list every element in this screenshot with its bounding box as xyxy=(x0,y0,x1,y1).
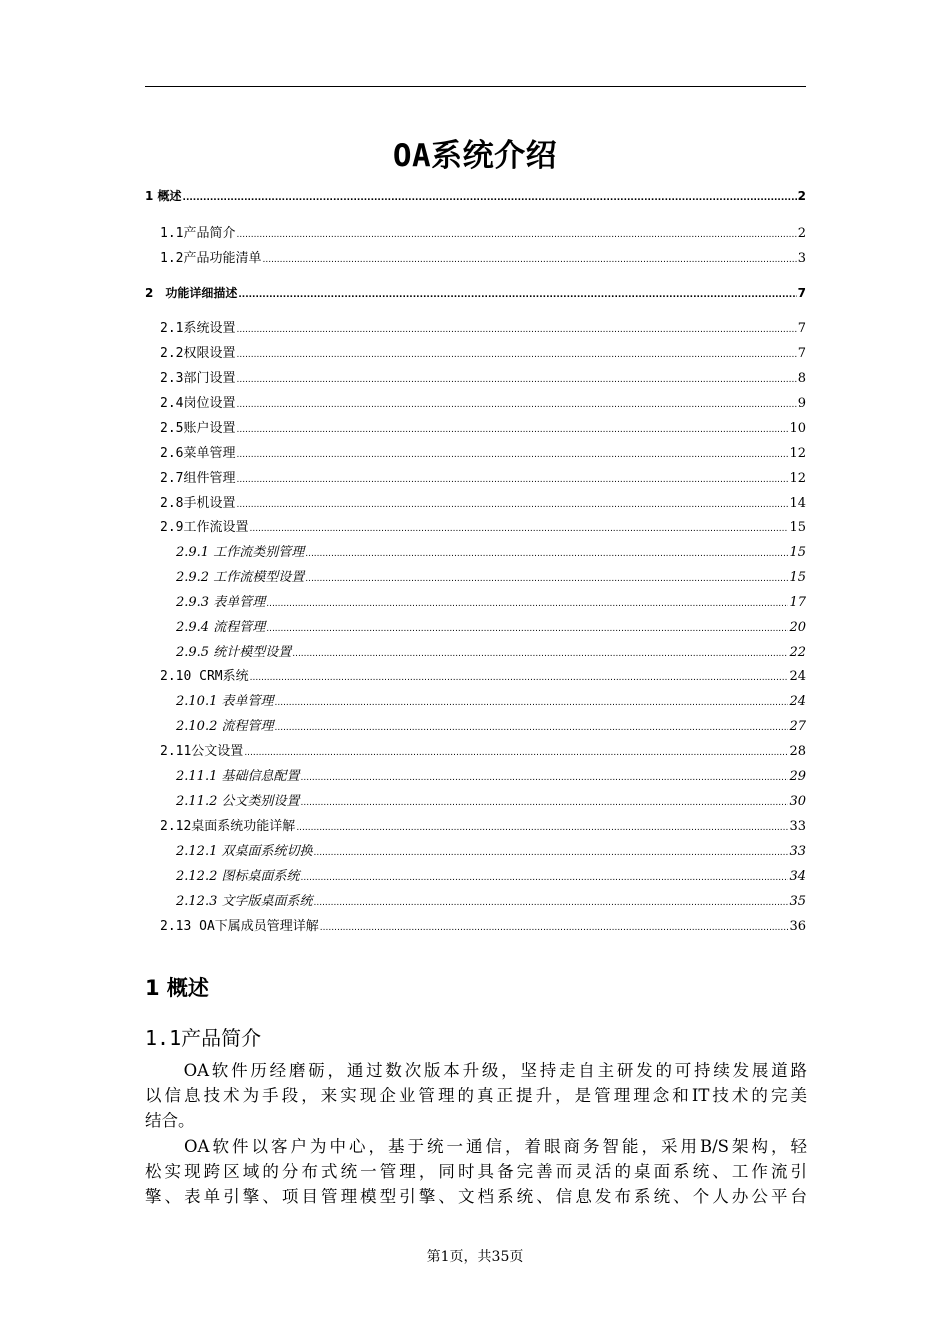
toc-entry-page: 10 xyxy=(789,421,806,436)
toc-entry[interactable] xyxy=(160,665,806,685)
toc-entry[interactable] xyxy=(176,641,806,661)
header-rule xyxy=(145,86,806,87)
toc-entry[interactable] xyxy=(160,815,806,835)
paragraph-line: OA软件以客户为中心，基于统一通信，着眼商务智能，采用B/S架构，轻 xyxy=(145,1137,807,1156)
toc-dot-leader xyxy=(262,255,796,265)
toc-entry[interactable] xyxy=(176,541,806,561)
toc-entry[interactable] xyxy=(176,591,806,611)
toc-entry-page: 2 xyxy=(797,189,806,203)
toc-entry-label: 2.9.2 工作流模型设置 xyxy=(176,570,305,585)
toc-dot-leader xyxy=(320,923,789,933)
toc-dot-leader xyxy=(236,350,796,360)
toc-entry-label: 2 功能详细描述 xyxy=(145,286,238,300)
toc-dot-leader xyxy=(305,549,788,559)
toc-entry-page: 15 xyxy=(789,545,806,560)
toc-entry-label: 2.1系统设置 xyxy=(160,321,236,336)
toc-entry-page: 24 xyxy=(789,694,806,709)
toc-entry-page: 28 xyxy=(789,744,806,759)
toc-entry-label: 2.9.4 流程管理 xyxy=(176,620,266,635)
toc-entry[interactable] xyxy=(160,247,806,267)
toc-entry-page: 33 xyxy=(789,819,806,834)
toc-dot-leader xyxy=(249,524,788,534)
toc-dot-leader xyxy=(300,798,788,808)
toc-entry-label: 2.6菜单管理 xyxy=(160,446,236,461)
toc-dot-leader xyxy=(236,375,796,385)
toc-entry[interactable] xyxy=(160,417,806,437)
toc-entry-label: 2.12.3 文字版桌面系统 xyxy=(176,894,313,909)
toc-entry-page: 3 xyxy=(797,251,806,266)
toc-entry-label: 2.8手机设置 xyxy=(160,496,236,511)
toc-dot-leader xyxy=(274,698,788,708)
paragraph-line: 以信息技术为手段，来实现企业管理的真正提升，是管理理念和IT技术的完美 xyxy=(145,1086,807,1105)
toc-dot-leader xyxy=(305,574,788,584)
toc-entry[interactable] xyxy=(160,492,806,512)
toc-dot-leader xyxy=(300,773,788,783)
toc-entry-label: 2.2权限设置 xyxy=(160,346,236,361)
toc-entry-label: 2.10.2 流程管理 xyxy=(176,719,274,734)
toc-entry[interactable] xyxy=(160,317,806,337)
toc-entry-label: 2.5账户设置 xyxy=(160,421,236,436)
toc-entry[interactable] xyxy=(176,690,806,710)
paragraph-line: 松实现跨区域的分布式统一管理，同时具备完善而灵活的桌面系统、工作流引 xyxy=(145,1162,807,1181)
toc-dot-leader xyxy=(236,425,788,435)
body-paragraph xyxy=(145,1134,807,1209)
toc-entry-page: 15 xyxy=(789,570,806,585)
toc-entry-page: 2 xyxy=(797,226,806,241)
toc-dot-leader xyxy=(238,290,796,300)
toc-dot-leader xyxy=(266,599,788,609)
toc-entry-label: 2.9.5 统计模型设置 xyxy=(176,645,292,660)
toc-entry-label: 2.9工作流设置 xyxy=(160,520,249,535)
toc-dot-leader xyxy=(236,500,788,510)
toc-entry-page: 34 xyxy=(789,869,806,884)
toc-entry-label: 2.3部门设置 xyxy=(160,371,236,386)
toc-entry[interactable] xyxy=(176,890,806,910)
toc-entry-page: 20 xyxy=(789,620,806,635)
toc-entry-label: 2.12桌面系统功能详解 xyxy=(160,819,296,834)
toc-dot-leader xyxy=(300,873,788,883)
toc-entry-page: 8 xyxy=(797,371,806,386)
toc-entry[interactable] xyxy=(160,915,806,935)
toc-entry-label: 2.4岗位设置 xyxy=(160,396,236,411)
toc-entry-label: 2.11.1 基础信息配置 xyxy=(176,769,300,784)
toc-entry-label: 2.13 OA下属成员管理详解 xyxy=(160,919,319,934)
toc-dot-leader xyxy=(313,848,788,858)
toc-entry-page: 12 xyxy=(789,446,806,461)
toc-entry-page: 15 xyxy=(789,520,806,535)
body-paragraph xyxy=(145,1058,807,1133)
section-heading-1-1: 1.1产品简介 xyxy=(145,1026,262,1050)
toc-entry-label: 1.2产品功能清单 xyxy=(160,251,262,266)
toc-entry[interactable] xyxy=(160,342,806,362)
toc-entry-page: 35 xyxy=(789,894,806,909)
toc-dot-leader xyxy=(313,898,788,908)
toc-entry[interactable] xyxy=(176,790,806,810)
toc-entry-label: 2.7组件管理 xyxy=(160,471,236,486)
toc-dot-leader xyxy=(266,624,788,634)
toc-entry-page: 24 xyxy=(789,669,806,684)
toc-entry[interactable] xyxy=(145,284,806,304)
toc-entry-label: 2.12.2 图标桌面系统 xyxy=(176,869,300,884)
toc-entry-page: 7 xyxy=(797,346,806,361)
toc-entry[interactable] xyxy=(176,765,806,785)
document-title: OA系统介绍 xyxy=(392,138,558,174)
toc-entry-page: 27 xyxy=(789,719,806,734)
toc-entry-page: 12 xyxy=(789,471,806,486)
toc-entry-label: 2.11.2 公文类别设置 xyxy=(176,794,300,809)
toc-entry[interactable] xyxy=(176,566,806,586)
toc-entry[interactable] xyxy=(160,740,806,760)
toc-dot-leader xyxy=(183,193,797,203)
toc-entry-page: 14 xyxy=(789,496,806,511)
toc-entry-page: 7 xyxy=(797,286,806,300)
toc-entry-label: 1 概述 xyxy=(145,189,182,203)
toc-entry-label: 2.10.1 表单管理 xyxy=(176,694,274,709)
toc-entry-page: 7 xyxy=(797,321,806,336)
toc-entry[interactable] xyxy=(176,715,806,735)
toc-entry-page: 9 xyxy=(797,396,806,411)
toc-dot-leader xyxy=(236,325,796,335)
toc-entry[interactable] xyxy=(176,616,806,636)
toc-entry-page: 17 xyxy=(789,595,806,610)
toc-dot-leader xyxy=(236,230,796,240)
toc-dot-leader xyxy=(274,723,788,733)
toc-entry-page: 33 xyxy=(789,844,806,859)
toc-entry-label: 2.9.3 表单管理 xyxy=(176,595,266,610)
toc-entry-label: 2.9.1 工作流类别管理 xyxy=(176,545,305,560)
toc-entry-page: 22 xyxy=(789,645,806,660)
toc-entry[interactable] xyxy=(176,865,806,885)
toc-dot-leader xyxy=(296,823,788,833)
paragraph-line: 结合。 xyxy=(145,1111,195,1130)
toc-dot-leader xyxy=(244,748,788,758)
page-footer: 第1页，共35页 xyxy=(426,1249,524,1265)
toc-entry-label: 2.12.1 双桌面系统切换 xyxy=(176,844,313,859)
toc-entry[interactable] xyxy=(160,467,806,487)
toc-entry-label: 2.11公文设置 xyxy=(160,744,244,759)
toc-entry[interactable] xyxy=(160,516,806,536)
toc-entry[interactable] xyxy=(145,187,806,207)
toc-dot-leader xyxy=(250,673,789,683)
section-heading-1: 1 概述 xyxy=(145,976,209,1000)
toc-dot-leader xyxy=(236,450,788,460)
toc-entry-label: 2.10 CRM系统 xyxy=(160,669,249,684)
toc-entry-page: 29 xyxy=(789,769,806,784)
toc-entry[interactable] xyxy=(160,367,806,387)
toc-dot-leader xyxy=(236,475,788,485)
toc-dot-leader xyxy=(292,649,788,659)
paragraph-line: 擎、表单引擎、项目管理模型引擎、文档系统、信息发布系统、个人办公平台 xyxy=(145,1187,807,1206)
toc-entry-page: 36 xyxy=(789,919,806,934)
paragraph-line: OA软件历经磨砺，通过数次版本升级，坚持走自主研发的可持续发展道路 xyxy=(145,1061,807,1080)
toc-entry[interactable] xyxy=(176,840,806,860)
toc-entry-page: 30 xyxy=(789,794,806,809)
toc-entry-label: 1.1产品简介 xyxy=(160,226,236,241)
toc-entry[interactable] xyxy=(160,392,806,412)
toc-entry[interactable] xyxy=(160,222,806,242)
toc-entry[interactable] xyxy=(160,442,806,462)
toc-dot-leader xyxy=(236,400,796,410)
